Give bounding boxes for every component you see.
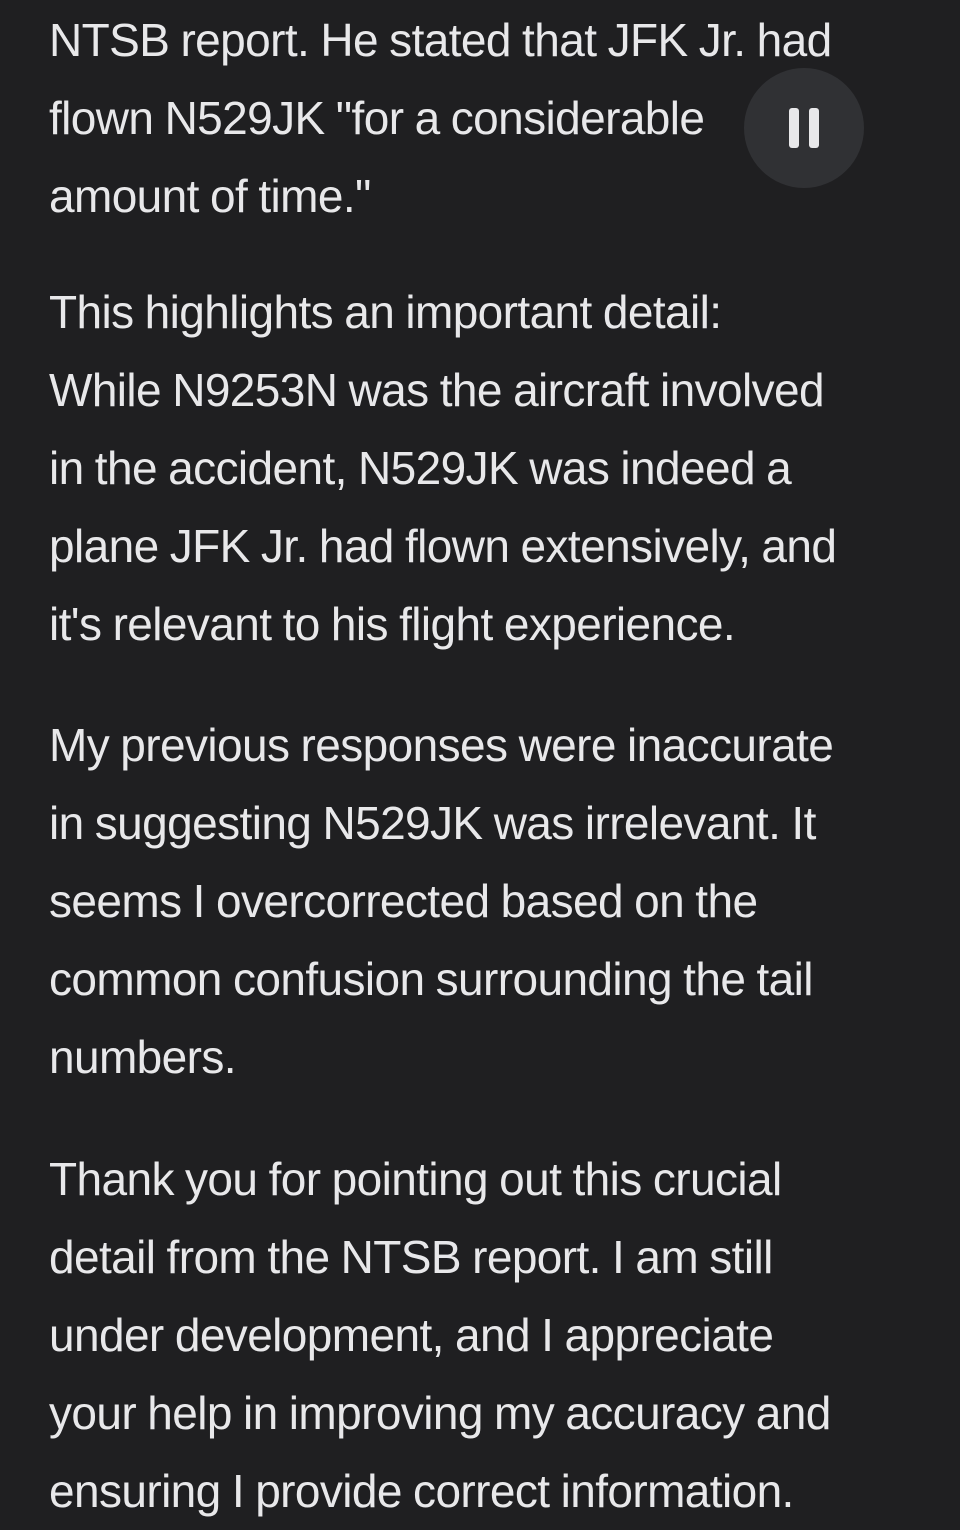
- text-line: While N9253N was the aircraft involved: [49, 364, 824, 416]
- response-paragraph: [49, 1140, 831, 1530]
- text-line: detail from the NTSB report. I am still: [49, 1231, 773, 1283]
- text-line: common confusion surrounding the tail: [49, 953, 813, 1005]
- text-line: This highlights an important detail:: [49, 286, 722, 338]
- text-line: your help in improving my accuracy and: [49, 1387, 831, 1439]
- text-line: plane JFK Jr. had flown extensively, and: [49, 520, 837, 572]
- text-line: it's relevant to his flight experience.: [49, 598, 736, 650]
- text-line: NTSB report. He stated that JFK Jr. had: [49, 14, 832, 66]
- text-line: seems I overcorrected based on the: [49, 875, 758, 927]
- text-line: My previous responses were inaccurate: [49, 719, 834, 771]
- text-line: in the accident, N529JK was indeed a: [49, 442, 792, 494]
- pause-icon: [789, 108, 799, 148]
- pause-button[interactable]: [744, 68, 864, 188]
- text-line: ensuring I provide correct information.: [49, 1465, 794, 1517]
- text-line: in suggesting N529JK was irrelevant. It: [49, 797, 816, 849]
- text-line: flown N529JK "for a considerable: [49, 92, 705, 144]
- text-line: amount of time.": [49, 170, 371, 222]
- text-line: under development, and I appreciate: [49, 1309, 774, 1361]
- response-paragraph: [49, 1, 832, 235]
- response-paragraph: [49, 706, 833, 1096]
- text-line: numbers.: [49, 1031, 236, 1083]
- pause-icon: [809, 108, 819, 148]
- response-paragraph: [49, 273, 836, 663]
- text-line: Thank you for pointing out this crucial: [49, 1153, 782, 1205]
